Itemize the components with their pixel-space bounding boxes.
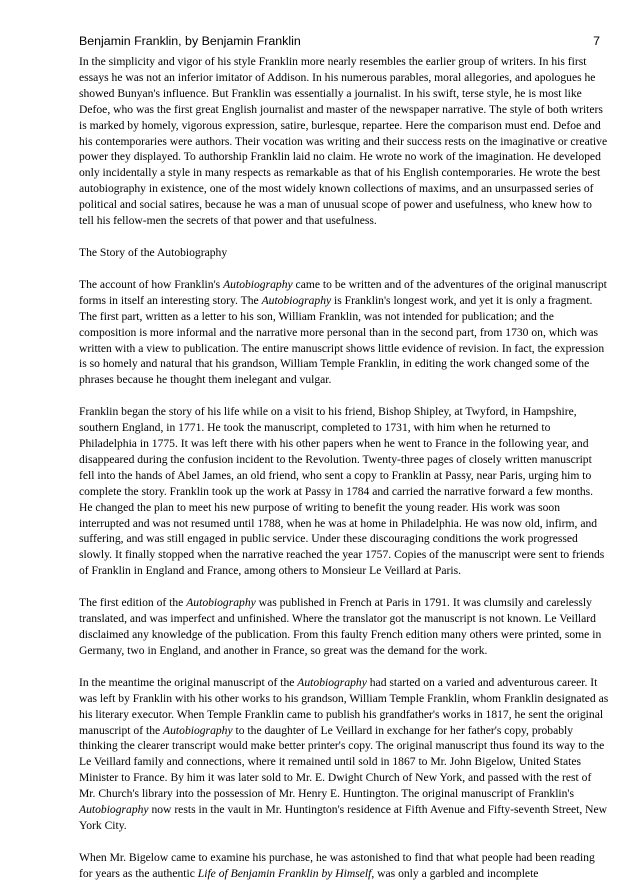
- text-run: is Franklin's longest work, and yet it is only a fragment. The first part, written as a letter to his son, William Franklin, was not intended for publication; and the composition is more informal and the narrative more personal than in the second part, from 1730 on, which was written with a view to publication. The entire manuscript shows little evidence of revision. In fact, the expression is so homely and natural that his grandson, William Temple Franklin, in editing the work changed some of the phrases because he thought them inelegant and vulgar.: [79, 293, 605, 387]
- page-header: [79, 34, 600, 48]
- paragraph-account: [79, 277, 609, 388]
- text-run: was published in French at Paris in 1791. It was clumsily and carelessly translated, and was imperfect and unfinished. Where the translator got the manuscript is not known. Le Veillard disclaimed any knowledge of the publication. From this faulty French edition many others were printed, some in Germany, two in England, and another in France, so great was the demand for the work.: [79, 596, 602, 657]
- italic-title: Autobiography: [186, 596, 256, 610]
- text-run: had started on a varied and adventurous career. It was left by Franklin with his other works to his grandson, William Temple Franklin, whom Franklin designated as his literary executor. When Temple Franklin came to publish his grandfather's works in 1817, he sent the original manuscript of the: [79, 675, 609, 737]
- paragraph-manuscript: [79, 675, 609, 834]
- italic-title: Life of Benjamin Franklin by Himself: [197, 866, 372, 880]
- text-run: , was only a garbled and incomplete: [371, 866, 539, 880]
- paragraph-first-edition: [79, 595, 609, 659]
- italic-title: Autobiography: [223, 277, 293, 291]
- italic-title: Autobiography: [79, 803, 149, 817]
- paragraph-history: Franklin began the story of his life while on a visit to his friend, Bishop Shipley, at Twyford, in Hampshire, southern England, in 1771. He took the manuscript, completed to 1731, with him when he returned to Philadelphia in 1775. It was left there with his other papers when he went to France in the following year, and disappeared during the confusion incident to the Revolution. Twenty-three pages of closely written manuscript fell into the hands of Abel James, an old friend, who sent a copy to Franklin at Passy, near Paris, urging him to complete the story. Franklin took up the work at Passy in 1784 and carried the narrative forward a few months. He changed the plan to meet his new purpose of writing to benefit the young reader. His work was soon interrupted and was not resumed until 1788, when he was at home in Philadelphia. He was now old, infirm, and suffering, and was still engaged in public service. Under these discouraging conditions the work progressed slowly. It finally stopped when the narrative reached the year 1757. Copies of the manuscript were sent to friends of Franklin in England and France, among others to Monsieur Le Veillard at Paris.: [79, 405, 605, 578]
- italic-title: Autobiography: [261, 293, 332, 307]
- text-run: When Mr. Bigelow came to examine his purchase, he was astonished to find that what people had been reading for years as the authentic: [79, 850, 595, 880]
- paragraph-style: In the simplicity and vigor of his style Franklin more nearly resembles the earlier group of writers. In his first essays he was not an inferior imitator of Addison. In his numerous parables, moral allegories, and apologues he showed Bunyan's influence. But Franklin was essentially a journalist. In his swift, terse style, he is most like Defoe, who was the first great English journalist and master of the newspaper narrative. The style of both writers is marked by homely, vigorous expression, satire, burlesque, repartee. Here the comparison must end. Defoe and his contemporaries were authors. Their vocation was writing and their success rests on the imaginative or creative power they displayed. To authorship Franklin laid no claim. He wrote no work of the imagination. He developed only incidentally a style in many respects as remarkable as that of his English contemporaries. He wrote the best autobiography in existence, one of the most widely known collections of maxims, and an unsurpassed series of political and social satires, because he was a man of unusual scope of power and usefulness, who knew how to tell his fellow-men the secrets of that power and that usefulness.: [79, 55, 608, 228]
- italic-title: Autobiography: [163, 723, 233, 737]
- text-run: now rests in the vault in Mr. Huntington's residence at Fifth Avenue and Fifty-seventh Street, New York City.: [79, 803, 608, 832]
- text-run: to the daughter of Le Veillard in exchange for her father's copy, probably thinking the clearer transcript would make better printer's copy. The original manuscript thus found its way to the Le Veillard family and connections, where it remained until sold in 1867 to Mr. John Bigelow, United States Minister to France. By him it was later sold to Mr. E. Dwight Church of New York, and passed with the rest of Mr. Church's library into the possession of Mr. Henry E. Huntington. The original manuscript of Franklin's: [79, 723, 605, 801]
- page-body: [79, 54, 609, 882]
- italic-title: Autobiography: [297, 675, 367, 689]
- running-title: Benjamin Franklin, by Benjamin Franklin: [79, 34, 301, 48]
- page-number: 7: [593, 34, 600, 48]
- text-run: came to be written and of the adventures of the original manuscript forms in itself an interesting story. The: [79, 277, 607, 307]
- section-title: The Story of the Autobiography: [79, 245, 228, 259]
- text-run: The first edition of the: [79, 596, 187, 610]
- text-run: In the meantime the original manuscript of the: [79, 675, 298, 689]
- paragraph-bigelow: [79, 850, 609, 882]
- text-run: The account of how Franklin's: [79, 277, 224, 291]
